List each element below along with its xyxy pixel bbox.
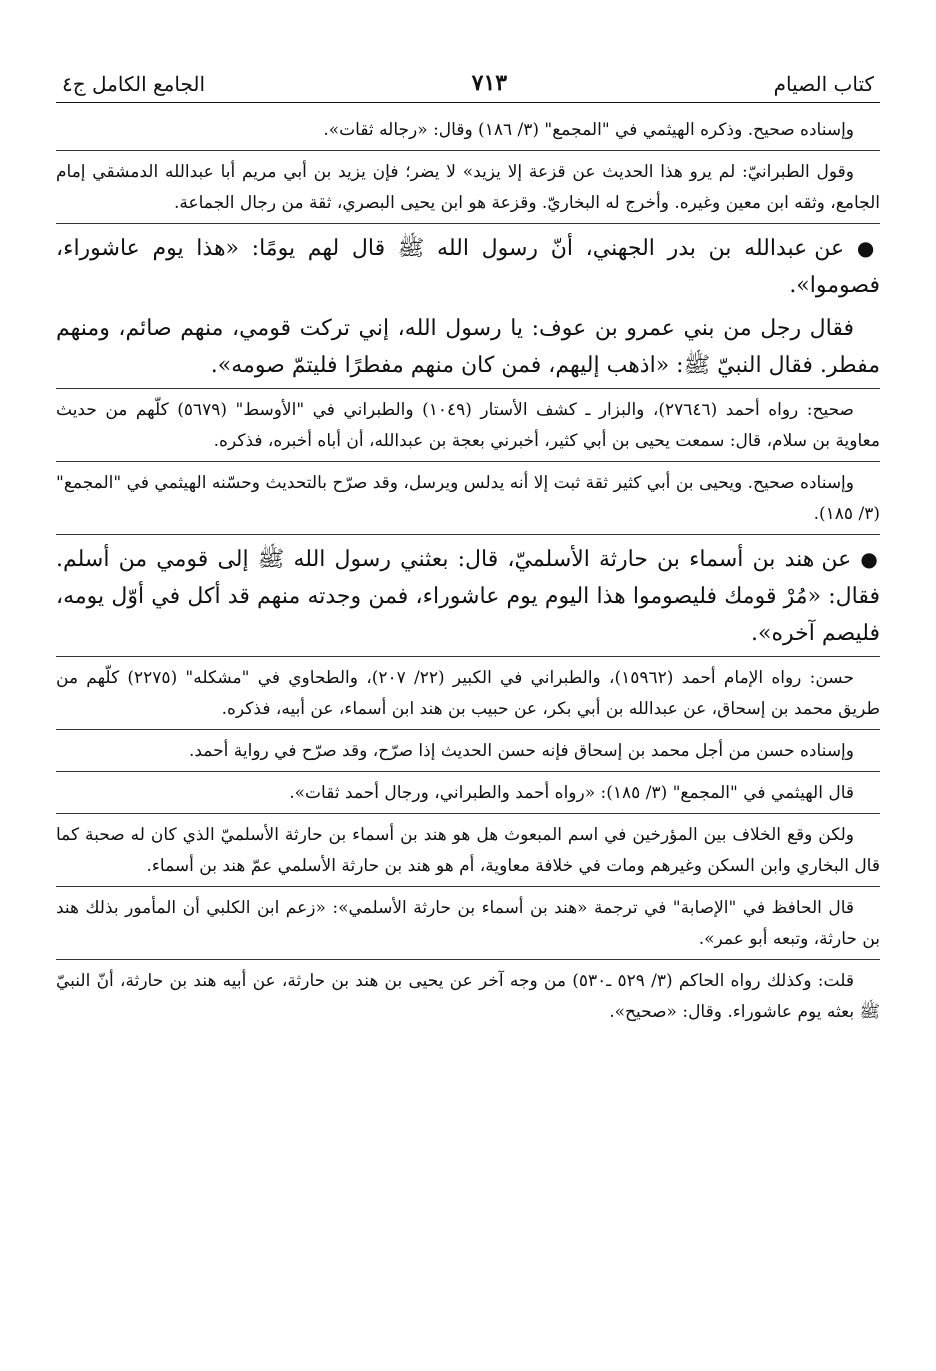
commentary-paragraph: وإسناده صحيح. وذكره الهيثمي في "المجمع" (٣/ ١٨٦) وقال: «رجاله ثقات». (323, 120, 854, 140)
bullet-icon: ● (860, 547, 881, 571)
takhrij-paragraph: صحيح: رواه أحمد (٢٧٦٤٦)، والبزار ـ كشف الأستار (١٠٤٩) والطبراني في "الأوسط" (٥٦٧٩) كلّهم من حديث معاوية بن سلام، قال: سمعت يحيى بن أبي كثير، أخبرني بعجة بن عبدالله، أن أباه أخبره، فذكره. (56, 400, 880, 451)
section-divider (56, 959, 880, 960)
running-header (56, 52, 880, 103)
section-divider (56, 461, 880, 462)
section-divider (56, 223, 880, 224)
takhrij-paragraph: حسن: رواه الإمام أحمد (١٥٩٦٢)، والطبراني في الكبير (٢٢/ ٢٠٧)، والطحاوي في "مشكله" (٢٢٧٥) كلّهم من طريق محمد بن إسحاق، عن عبدالله بن أبي بكر، عن حبيب بن هند ابن أسماء، عن أبيه، فذكره. (56, 668, 880, 719)
section-divider (56, 388, 880, 389)
section-divider (56, 150, 880, 151)
commentary-paragraph: وإسناده حسن من أجل محمد بن إسحاق فإنه حسن الحديث إذا صرّح، وقد صرّح في رواية أحمد. (188, 741, 854, 761)
hadith-text (56, 541, 880, 652)
chapter-title: كتاب الصيام (773, 72, 874, 96)
commentary-paragraph: قلت: وكذلك رواه الحاكم (٣/ ٥٢٩ ـ٥٣٠) من وجه آخر عن يحيى بن هند بن حارثة، عن أبيه هند بن حارثة، أنّ النبيّ ﷺ بعثه يوم عاشوراء. وقال: «صحيح». (56, 971, 880, 1022)
hadith-text-body: عن عبدالله بن بدر الجهني، أنّ رسول الله ﷺ قال لهم يومًا: «هذا يوم عاشوراء، فصوموا». (56, 236, 880, 298)
hadith-text: فقال رجل من بني عمرو بن عوف: يا رسول الله، إني تركت قومي، منهم صائم، ومنهم مفطر. فقال النبيّ ﷺ: «اذهب إليهم، فمن كان منهم مفطرًا فليتمّ صومه». (56, 316, 880, 378)
book-title: الجامع الكامل ج٤ (62, 72, 206, 96)
section-divider (56, 813, 880, 814)
section-divider (56, 771, 880, 772)
hadith-text-body: عن هند بن أسماء بن حارثة الأسلميّ، قال: بعثني رسول الله ﷺ إلى قومي من أسلم. فقال: «مُرْ قومك فليصوموا هذا اليوم يوم عاشوراء، فمن وجدته منهم قد أكل في أوّل يومه، فليصم آخره». (56, 547, 880, 646)
bullet-icon: ● (856, 236, 881, 260)
section-divider (56, 729, 880, 730)
commentary-paragraph: قال الهيثمي في "المجمع" (٣/ ١٨٥): «رواه أحمد والطبراني، ورجال أحمد ثقات». (289, 783, 854, 803)
section-divider (56, 886, 880, 887)
hadith-text (56, 230, 880, 304)
page-body (56, 115, 880, 1028)
section-divider (56, 656, 880, 657)
commentary-paragraph: ولكن وقع الخلاف بين المؤرخين في اسم المبعوث هل هو هند بن أسماء بن حارثة الأسلميّ الذي كان له صحبة كما قال البخاري وابن السكن وغيرهم ومات في خلافة معاوية، أم هو هند بن حارثة الأسلمي عمّ هند بن أسماء. (56, 825, 880, 876)
section-divider (56, 534, 880, 535)
commentary-paragraph: وإسناده صحيح. ويحيى بن أبي كثير ثقة ثبت إلا أنه يدلس ويرسل، وقد صرّح بالتحديث وحسّنه الهيثمي في "المجمع" (٣/ ١٨٥). (56, 473, 880, 524)
commentary-paragraph: قال الحافظ في "الإصابة" في ترجمة «هند بن أسماء بن حارثة الأسلمي»: «زعم ابن الكلبي أن المأمور بذلك هند بن حارثة، وتبعه أبو عمر». (56, 898, 880, 949)
page-number: ٧١٣ (471, 70, 508, 96)
commentary-paragraph: وقول الطبرانيّ: لم يرو هذا الحديث عن قزعة إلا يزيد» لا يضر؛ فإن يزيد بن أبي مريم أبا عبدالله الدمشقي إمام الجامع، وثقه ابن معين وغيره. وأخرج له البخاريّ. وقزعة هو ابن يحيى البصري، ثقة من رجال الجماعة. (56, 162, 880, 213)
